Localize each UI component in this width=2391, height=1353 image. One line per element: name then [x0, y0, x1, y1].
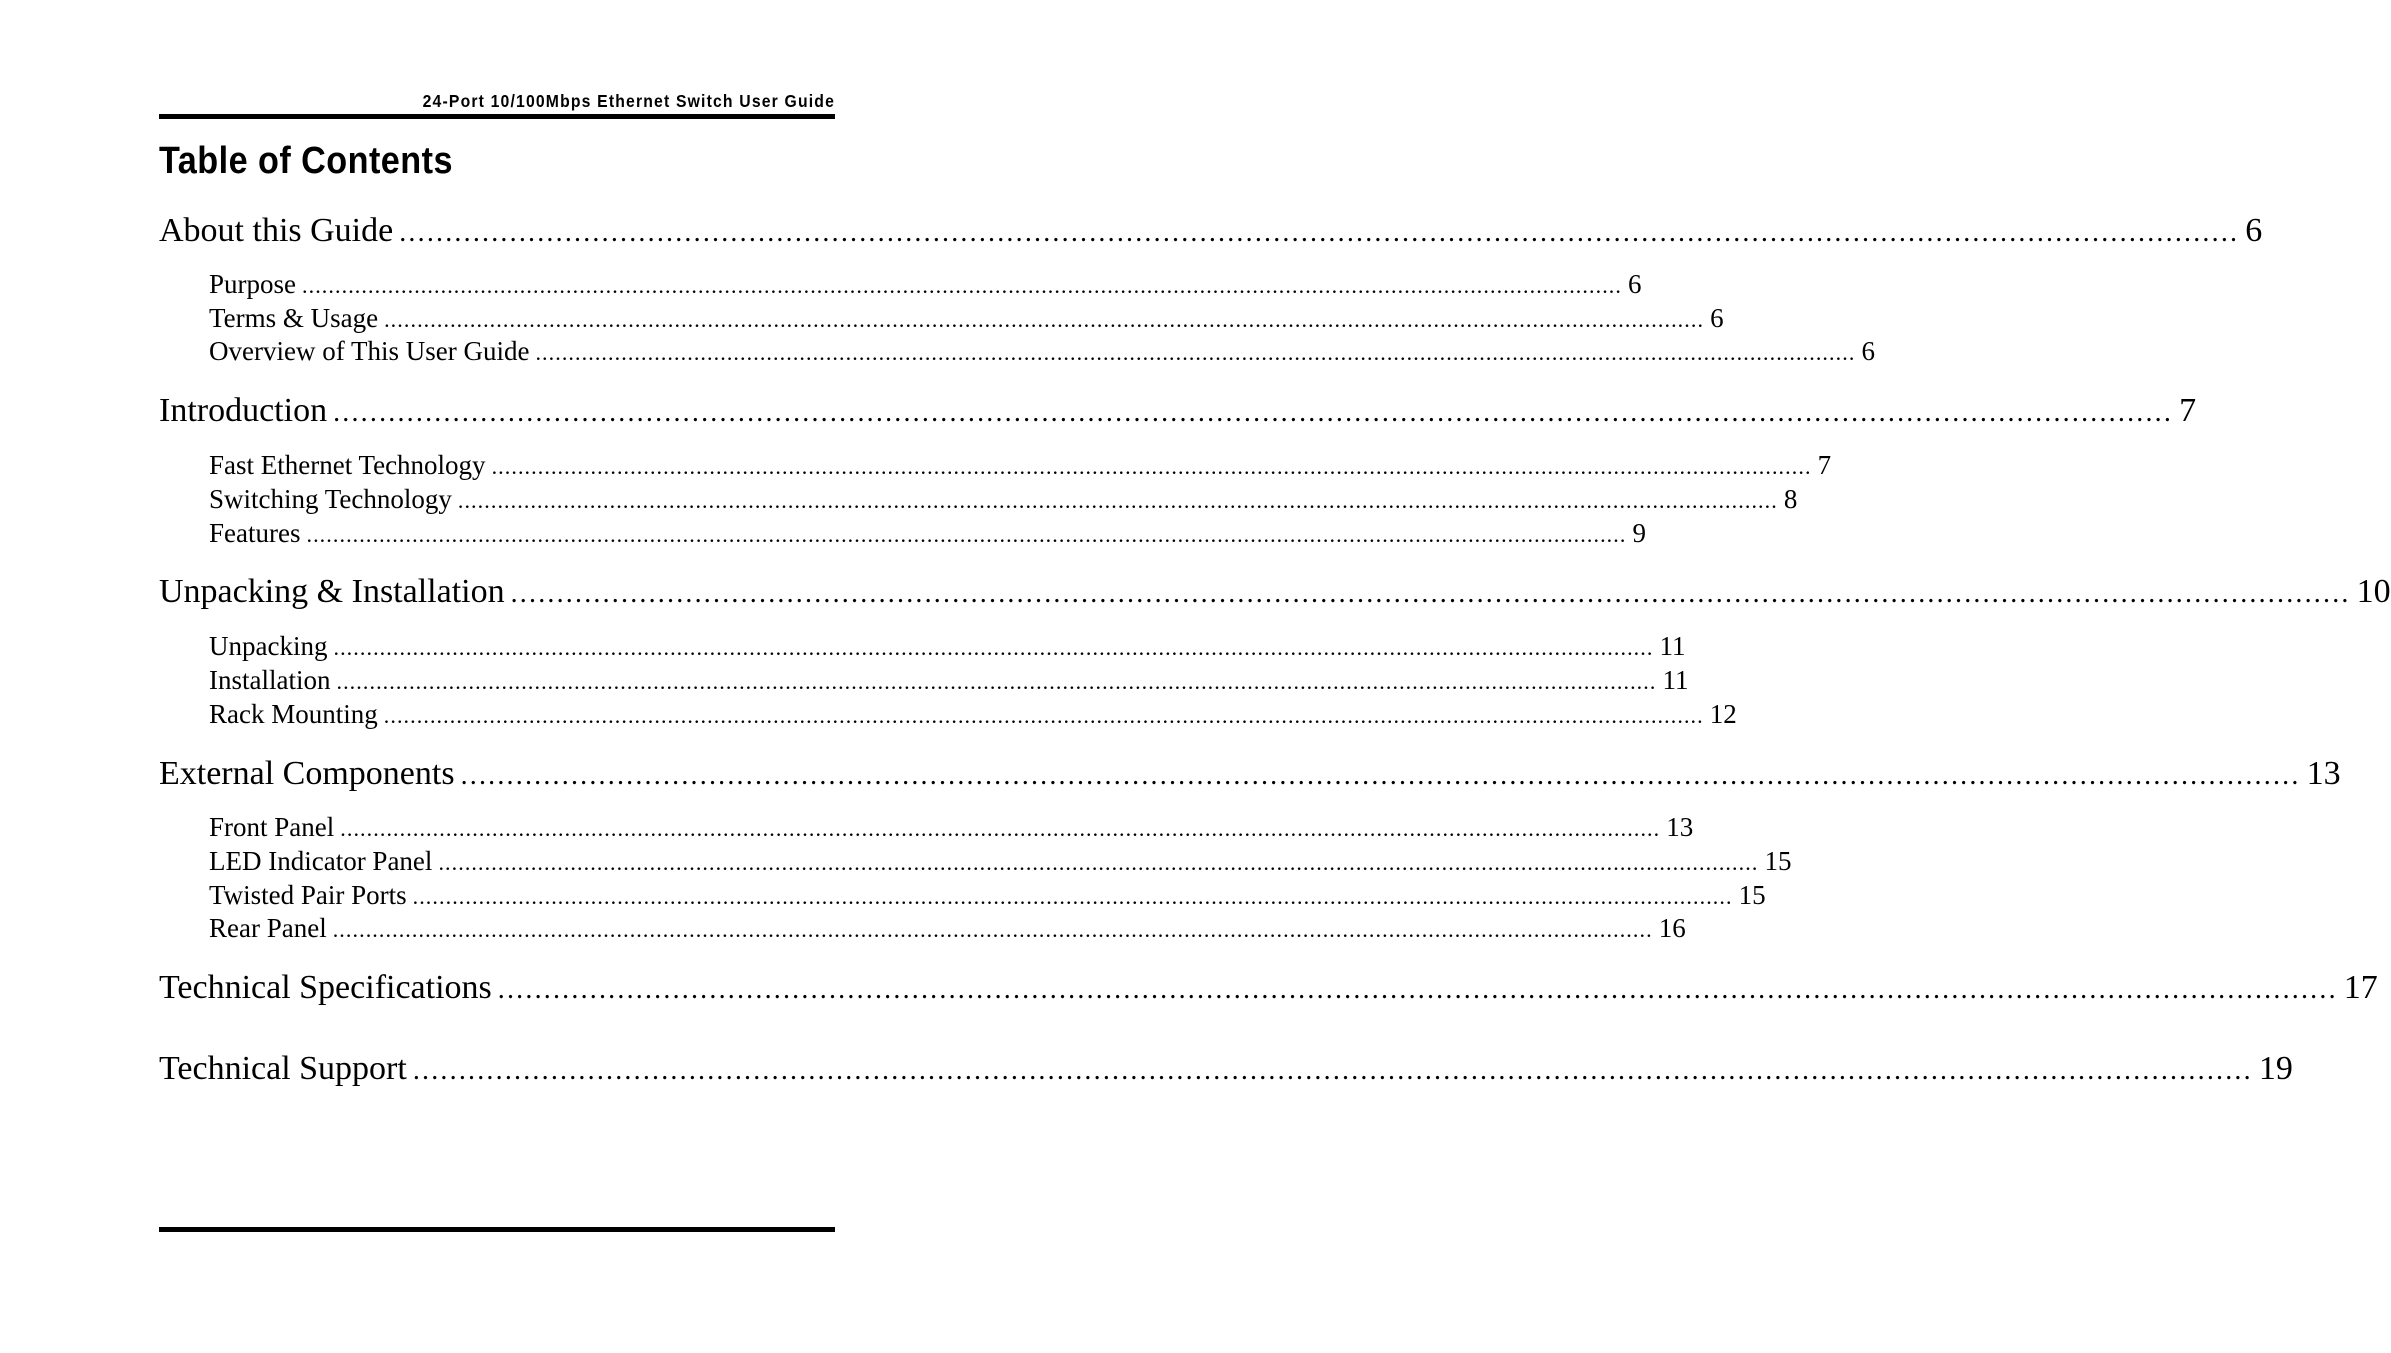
dot-leader: ........................................................................................................................................................................................................ — [535, 340, 1856, 365]
dot-leader: ........................................................................................................................................................................................................ — [306, 522, 1627, 547]
dot-leader: ........................................................................................................................................................................................................ — [333, 397, 2174, 428]
dot-leader: ........................................................................................................................................................................................................ — [497, 974, 2338, 1005]
footer-rule — [159, 1227, 835, 1232]
toc-chapter-technical-support[interactable] — [159, 1048, 2293, 1090]
toc-section-installation[interactable] — [209, 663, 1689, 697]
toc-section-title: LED Indicator Panel — [209, 846, 433, 876]
toc-page-number: 15 — [1738, 880, 1766, 910]
toc-page-number: 15 — [1764, 846, 1792, 876]
toc-section-overview[interactable] — [209, 334, 1875, 368]
toc-section-title: Installation — [209, 665, 331, 695]
toc-section-rack-mounting[interactable] — [209, 697, 1737, 731]
toc-section-led-indicator-panel[interactable] — [209, 844, 1792, 878]
toc-chapter-introduction[interactable] — [159, 390, 2197, 432]
toc-section-title: Twisted Pair Ports — [209, 880, 407, 910]
dot-leader: ........................................................................................................................................................................................................ — [383, 703, 1704, 728]
toc-page-number: 11 — [1662, 665, 1689, 695]
toc-page-number: 6 — [2245, 212, 2263, 249]
toc-page-number: 17 — [2343, 969, 2378, 1006]
toc-section-title: Fast Ethernet Technology — [209, 450, 486, 480]
dot-leader: ........................................................................................................................................................................................................ — [384, 307, 1705, 332]
toc-page-number: 13 — [1666, 812, 1694, 842]
toc-page-number: 19 — [2258, 1050, 2293, 1087]
dot-leader: ........................................................................................................................................................................................................ — [510, 578, 2351, 609]
dot-leader: ........................................................................................................................................................................................................ — [412, 1055, 2253, 1086]
toc-page-number: 13 — [2306, 755, 2341, 792]
toc-section-purpose[interactable] — [209, 267, 1642, 301]
toc-chapter-title: Introduction — [159, 392, 328, 429]
toc-page-number: 8 — [1783, 484, 1798, 514]
toc-chapter-external-components[interactable] — [159, 753, 2341, 795]
running-header: 24-Port 10/100Mbps Ethernet Switch User Guide — [422, 91, 835, 111]
toc-section-title: Purpose — [209, 269, 296, 299]
toc-section-fast-ethernet[interactable] — [209, 448, 1832, 482]
toc-page-number: 7 — [1817, 450, 1832, 480]
toc-section-title: Overview of This User Guide — [209, 336, 530, 366]
toc-page-number: 16 — [1658, 913, 1686, 943]
dot-leader: ........................................................................................................................................................................................................ — [460, 760, 2301, 791]
toc-chapter-technical-specifications[interactable] — [159, 967, 2378, 1009]
toc-page-number: 12 — [1709, 699, 1737, 729]
toc-section-terms-usage[interactable] — [209, 301, 1724, 335]
toc-chapter-title: Technical Specifications — [159, 969, 492, 1006]
toc-page-number: 6 — [1710, 303, 1724, 333]
toc-section-title: Features — [209, 518, 301, 548]
toc-chapter-about-this-guide[interactable] — [159, 210, 2263, 252]
toc-section-title: Unpacking — [209, 631, 328, 661]
toc-chapter-unpacking-installation[interactable] — [159, 571, 2391, 613]
toc-page-number: 7 — [2179, 392, 2197, 429]
toc-section-front-panel[interactable] — [209, 810, 1694, 844]
toc-chapter-title: Technical Support — [159, 1050, 407, 1087]
toc-page-number: 9 — [1632, 518, 1646, 548]
toc-chapter-title: About this Guide — [159, 212, 394, 249]
toc-section-title: Switching Technology — [209, 484, 452, 514]
toc-section-rear-panel[interactable] — [209, 911, 1686, 945]
toc-page-number: 10 — [2356, 573, 2391, 610]
toc-section-title: Rear Panel — [209, 913, 327, 943]
dot-leader: ........................................................................................................................................................................................................ — [399, 217, 2240, 248]
dot-leader: ........................................................................................................................................................................................................ — [491, 454, 1812, 479]
toc-section-features[interactable] — [209, 516, 1646, 550]
dot-leader: ........................................................................................................................................................................................................ — [457, 488, 1778, 513]
toc-chapter-title: Unpacking & Installation — [159, 573, 505, 610]
dot-leader: ........................................................................................................................................................................................................ — [340, 816, 1661, 841]
toc-chapter-title: External Components — [159, 755, 455, 792]
toc-section-title: Terms & Usage — [209, 303, 379, 333]
toc-page-number: 6 — [1628, 269, 1642, 299]
dot-leader: ........................................................................................................................................................................................................ — [438, 850, 1759, 875]
dot-leader: ........................................................................................................................................................................................................ — [332, 917, 1653, 942]
toc-page-number: 11 — [1659, 631, 1686, 661]
toc-section-title: Front Panel — [209, 812, 335, 842]
toc-section-twisted-pair-ports[interactable] — [209, 878, 1766, 912]
toc-section-switching[interactable] — [209, 482, 1798, 516]
toc-page-number: 6 — [1861, 336, 1875, 366]
dot-leader: ........................................................................................................................................................................................................ — [302, 273, 1622, 298]
dot-leader: ........................................................................................................................................................................................................ — [333, 635, 1654, 660]
dot-leader: ........................................................................................................................................................................................................ — [412, 884, 1733, 909]
toc-section-title: Rack Mounting — [209, 699, 378, 729]
page-title: Table of Contents — [159, 140, 453, 182]
dot-leader: ........................................................................................................................................................................................................ — [336, 669, 1657, 694]
toc-section-unpacking[interactable] — [209, 629, 1686, 663]
